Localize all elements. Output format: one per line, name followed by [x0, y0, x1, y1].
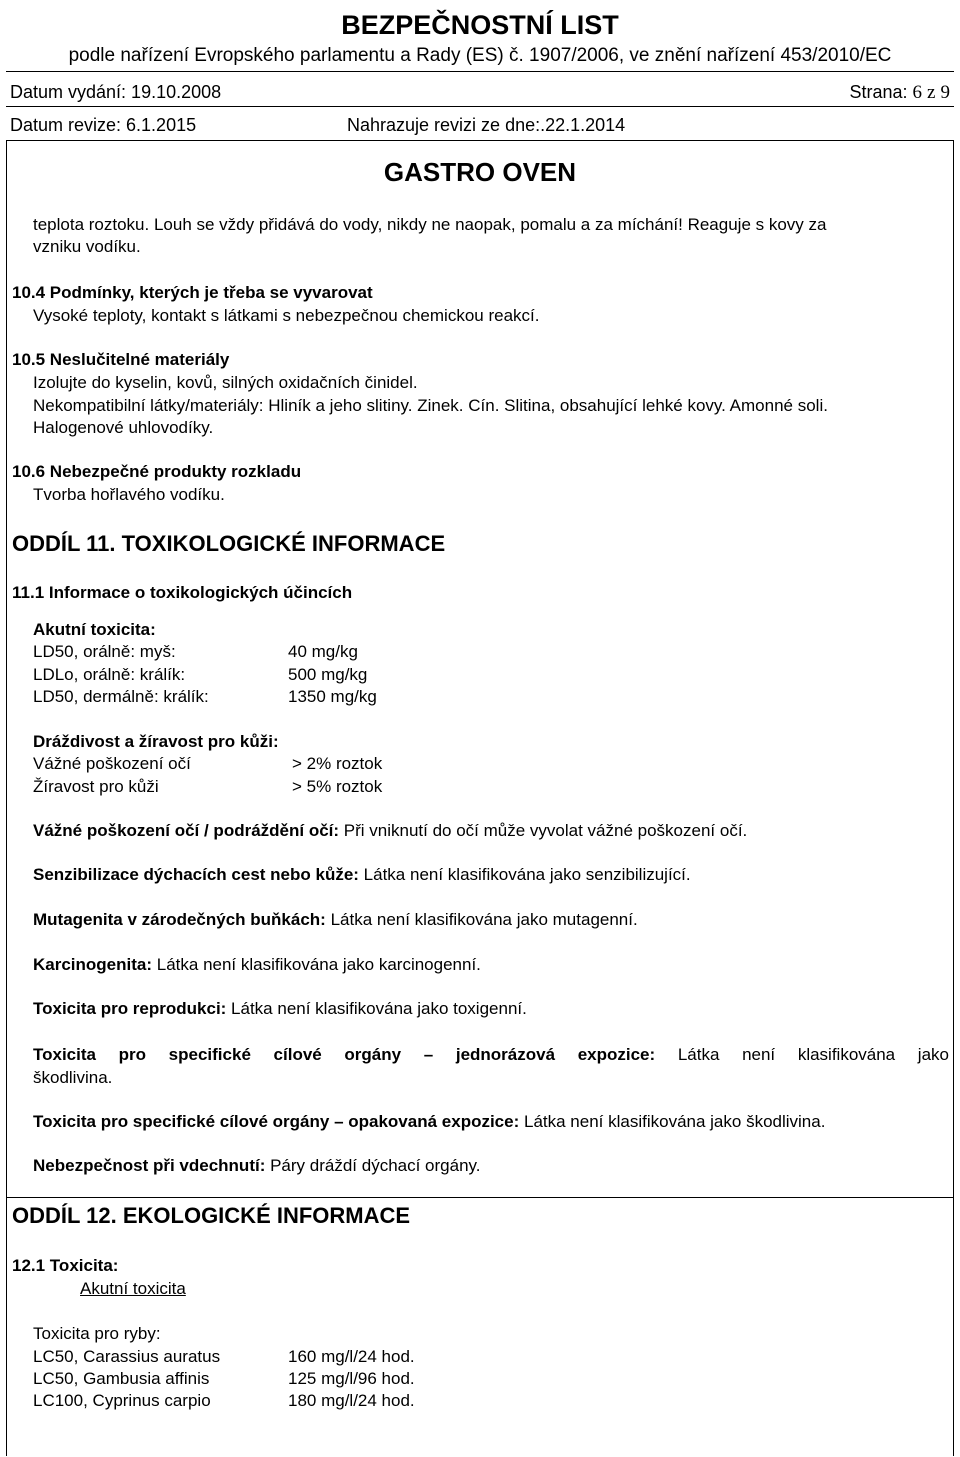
fish-row-label: LC100, Cyprinus carpio — [33, 1391, 211, 1410]
stot-single-exposure-line-1 — [33, 1043, 949, 1066]
intro-line-1: teplota roztoku. Louh se vždy přidává do vody, nikdy ne naopak, pomalu a za míchání! Reaguje s kovy za — [33, 215, 827, 234]
irritation-row-label: Žíravost pro kůži — [33, 777, 159, 796]
sensitisation-entry — [33, 865, 691, 885]
frame-left-rule — [6, 140, 7, 1456]
document-title: BEZPEČNOSTNÍ LIST — [341, 10, 619, 40]
aspiration-hazard-entry — [33, 1156, 481, 1176]
stot-repeated-exposure-label: Toxicita pro specifické cílové orgány – opakovaná expozice: — [33, 1112, 520, 1131]
section-12-1-heading: 12.1 Toxicita: — [12, 1256, 119, 1275]
stot-repeated-exposure-text: Látka není klasifikována jako škodlivina. — [519, 1112, 826, 1131]
intro-line-2: vzniku vodíku. — [33, 237, 141, 256]
section-10-5-heading: 10.5 Neslučitelné materiály — [12, 350, 230, 369]
carcinogenicity-entry — [33, 955, 481, 975]
fish-row-value: 160 mg/l/24 hod. — [288, 1347, 415, 1366]
section-11-1-heading: 11.1 Informace o toxikologických účincích — [12, 583, 353, 602]
section-10-5-line-1: Izolujte do kyselin, kovů, silných oxidačních činidel. — [33, 373, 418, 392]
aspiration-hazard-text: Páry dráždí dýchací orgány. — [265, 1156, 481, 1175]
section-10-5-line-2: Nekompatibilní látky/materiály: Hliník a jeho slitiny. Zinek. Cín. Slitina, obsahující lehké kovy. Amonné soli. — [33, 396, 828, 415]
page-label: Strana: — [849, 82, 908, 102]
issue-date: Datum vydání: 19.10.2008 — [10, 82, 222, 102]
acute-row-value: 40 mg/kg — [288, 642, 358, 661]
page-number — [849, 82, 950, 104]
sensitisation-text: Látka není klasifikována jako senzibilizující. — [358, 865, 691, 884]
regulation-subtitle: podle nařízení Evropského parlamentu a Rady (ES) č. 1907/2006, ve znění nařízení 453/2010/EC — [68, 45, 892, 66]
irritation-row-value: > 5% roztok — [292, 777, 383, 796]
page-total: 9 — [940, 82, 950, 103]
section-12-rule — [6, 1197, 954, 1198]
section-11-title: ODDÍL 11. TOXIKOLOGICKÉ INFORMACE — [12, 531, 446, 556]
acute-toxicity-label: Akutní toxicita: — [33, 620, 156, 639]
fish-toxicity-label: Toxicita pro ryby: — [33, 1324, 161, 1343]
replaces-revision: Nahrazuje revizi ze dne:.22.1.2014 — [347, 115, 626, 135]
section-10-5-line-3: Halogenové uhlovodíky. — [33, 418, 214, 437]
section-10-6-text: Tvorba hořlavého vodíku. — [33, 485, 225, 504]
mutagenicity-text: Látka není klasifikována jako mutagenní. — [325, 910, 638, 929]
acute-row-label: LD50, orálně: myš: — [33, 642, 176, 661]
fish-row-value: 125 mg/l/96 hod. — [288, 1369, 415, 1388]
eye-damage-text: Při vniknutí do očí může vyvolat vážné poškození očí. — [339, 821, 748, 840]
sensitisation-label: Senzibilizace dýchacích cest nebo kůže: — [33, 865, 359, 884]
stot-single-exposure-text: Látka není klasifikována jako — [655, 1045, 949, 1064]
page-separator: z — [927, 82, 936, 103]
header-rule-bottom — [6, 140, 954, 141]
irritation-label: Dráždivost a žíravost pro kůži: — [33, 732, 279, 751]
acute-row-value: 500 mg/kg — [288, 665, 368, 684]
aquatic-acute-toxicity-label: Akutní toxicita — [80, 1279, 186, 1298]
page-current: 6 — [912, 82, 923, 103]
section-10-4-heading: 10.4 Podmínky, kterých je třeba se vyvarovat — [12, 283, 373, 302]
section-10-4-text: Vysoké teploty, kontakt s látkami s nebezpečnou chemickou reakcí. — [33, 306, 540, 325]
mutagenicity-label: Mutagenita v zárodečných buňkách: — [33, 910, 326, 929]
section-12-title: ODDÍL 12. EKOLOGICKÉ INFORMACE — [12, 1203, 411, 1228]
stot-repeated-exposure-entry — [33, 1112, 825, 1132]
mutagenicity-entry — [33, 910, 638, 930]
fish-row-value: 180 mg/l/24 hod. — [288, 1391, 415, 1410]
carcinogenicity-text: Látka není klasifikována jako karcinogenní. — [152, 955, 481, 974]
irritation-row-value: > 2% roztok — [292, 754, 383, 773]
reproductive-toxicity-entry — [33, 999, 527, 1019]
frame-right-rule — [953, 140, 954, 1456]
stot-single-exposure-label: Toxicita pro specifické cílové orgány – jednorázová expozice: — [33, 1045, 656, 1064]
product-name: GASTRO OVEN — [383, 157, 577, 187]
header-rule-middle — [6, 106, 954, 107]
eye-damage-label: Vážné poškození očí / podráždění očí: — [33, 821, 340, 840]
revision-date: Datum revize: 6.1.2015 — [10, 115, 197, 135]
acute-row-label: LDLo, orálně: králík: — [33, 665, 186, 684]
fish-row-label: LC50, Carassius auratus — [33, 1347, 221, 1366]
acute-row-label: LD50, dermálně: králík: — [33, 687, 209, 706]
section-10-6-heading: 10.6 Nebezpečné produkty rozkladu — [12, 462, 302, 481]
reproductive-toxicity-label: Toxicita pro reprodukci: — [33, 999, 227, 1018]
stot-single-exposure-line-2: škodlivina. — [33, 1068, 113, 1087]
carcinogenicity-label: Karcinogenita: — [33, 955, 153, 974]
header-rule-top — [6, 71, 954, 72]
aspiration-hazard-label: Nebezpečnost při vdechnutí: — [33, 1156, 266, 1175]
reproductive-toxicity-text: Látka není klasifikována jako toxigenní. — [226, 999, 527, 1018]
fish-row-label: LC50, Gambusia affinis — [33, 1369, 210, 1388]
acute-row-value: 1350 mg/kg — [288, 687, 377, 706]
irritation-row-label: Vážné poškození očí — [33, 754, 191, 773]
stot-single-exposure-entry — [33, 1043, 949, 1089]
eye-damage-entry — [33, 821, 747, 841]
